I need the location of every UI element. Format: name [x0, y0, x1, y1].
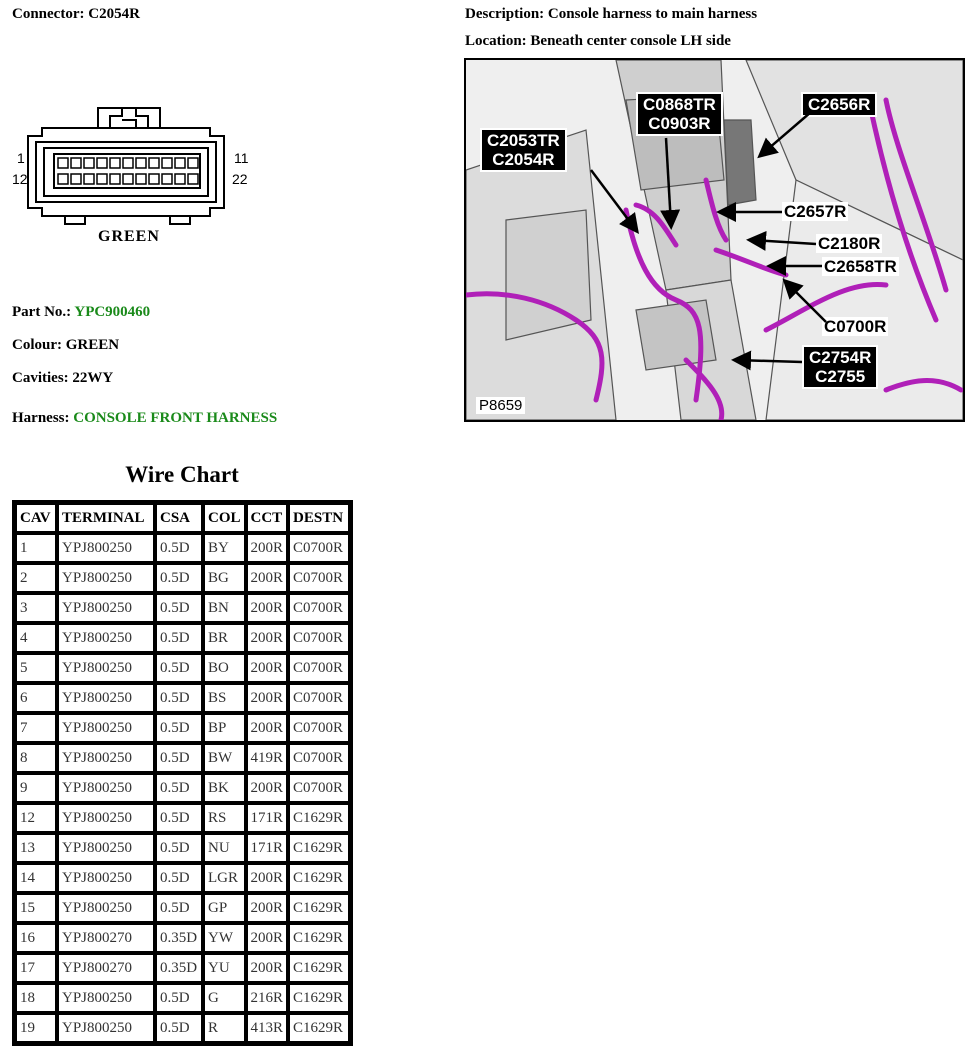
colour-line — [12, 337, 119, 354]
cell-csa: 0.5D — [155, 863, 203, 893]
part-number-label: Part No.: — [12, 304, 72, 320]
cavity-icon — [123, 158, 133, 168]
cell-col: RS — [203, 803, 246, 833]
cell-col: G — [203, 983, 246, 1013]
cavity-icon — [162, 158, 172, 168]
cell-cav: 8 — [15, 743, 57, 773]
harness-label: Harness: — [12, 410, 70, 426]
cell-cct: 171R — [246, 833, 289, 863]
callout-c0868tr-c0903r: C0868TR C0903R — [636, 92, 723, 136]
table-row — [15, 683, 350, 713]
cell-destn: C1629R — [288, 983, 350, 1013]
colour-value: GREEN — [65, 337, 120, 353]
cell-terminal: YPJ800250 — [57, 713, 155, 743]
cell-cav: 14 — [15, 863, 57, 893]
cell-destn: C0700R — [288, 623, 350, 653]
part-number-line — [12, 304, 150, 321]
wire-chart-title: Wire Chart — [125, 462, 239, 487]
cell-terminal: YPJ800270 — [57, 923, 155, 953]
cell-col: BW — [203, 743, 246, 773]
cavity-icon — [149, 158, 159, 168]
table-row — [15, 833, 350, 863]
cell-col: NU — [203, 833, 246, 863]
callout-c2657r: C2657R — [784, 202, 847, 221]
cell-destn: C1629R — [288, 833, 350, 863]
table-row — [15, 653, 350, 683]
cell-col: R — [203, 1013, 246, 1043]
cavity-icon — [110, 174, 120, 184]
cell-col: BY — [203, 533, 246, 563]
harness-link[interactable]: CONSOLE FRONT HARNESS — [73, 410, 278, 426]
cell-col: BP — [203, 713, 246, 743]
pin-label-1: 1 — [17, 150, 25, 166]
location-photo — [464, 58, 965, 422]
cell-cav: 19 — [15, 1013, 57, 1043]
location-line — [465, 33, 731, 50]
cavity-icon — [123, 174, 133, 184]
cell-cct: 200R — [246, 713, 289, 743]
description-label: Description: — [465, 6, 545, 22]
cell-cav: 6 — [15, 683, 57, 713]
cell-cct: 171R — [246, 803, 289, 833]
cell-destn: C0700R — [288, 533, 350, 563]
header-csa: CSA — [155, 503, 203, 533]
cell-col: BS — [203, 683, 246, 713]
cell-csa: 0.35D — [155, 923, 203, 953]
cell-destn: C0700R — [288, 683, 350, 713]
callout-c2053tr-c2054r: C2053TR C2054R — [480, 128, 567, 172]
cell-cct: 419R — [246, 743, 289, 773]
table-row — [15, 1013, 350, 1043]
header-col: COL — [203, 503, 246, 533]
cell-col: BG — [203, 563, 246, 593]
cell-cav: 2 — [15, 563, 57, 593]
cell-cct: 200R — [246, 653, 289, 683]
colour-label: Colour: — [12, 337, 62, 353]
cavities-line — [12, 370, 113, 387]
cell-cav: 15 — [15, 893, 57, 923]
connector-label: Connector: — [12, 6, 85, 22]
description-line — [465, 6, 757, 23]
photo-reference-id: P8659 — [476, 397, 525, 414]
cavity-icon — [71, 158, 81, 168]
table-row — [15, 533, 350, 563]
cavities-label: Cavities: — [12, 370, 69, 386]
cavity-icon — [175, 158, 185, 168]
cavity-icon — [58, 158, 68, 168]
cell-terminal: YPJ800250 — [57, 1013, 155, 1043]
table-row — [15, 953, 350, 983]
cavity-icon — [58, 174, 68, 184]
cell-cav: 17 — [15, 953, 57, 983]
cell-terminal: YPJ800250 — [57, 803, 155, 833]
callout-c2754r-c2755: C2754R C2755 — [802, 345, 878, 389]
header-cct: CCT — [246, 503, 289, 533]
cell-terminal: YPJ800250 — [57, 683, 155, 713]
cell-col: YW — [203, 923, 246, 953]
cell-terminal: YPJ800250 — [57, 983, 155, 1013]
callout-c2658tr: C2658TR — [824, 257, 897, 276]
pin-label-22: 22 — [232, 171, 248, 187]
cell-cct: 200R — [246, 863, 289, 893]
cell-cav: 5 — [15, 653, 57, 683]
cell-destn: C1629R — [288, 923, 350, 953]
cell-csa: 0.5D — [155, 593, 203, 623]
cell-col: GP — [203, 893, 246, 923]
cell-csa: 0.5D — [155, 893, 203, 923]
table-row — [15, 983, 350, 1013]
cell-csa: 0.5D — [155, 683, 203, 713]
cell-cct: 200R — [246, 593, 289, 623]
cell-cct: 216R — [246, 983, 289, 1013]
cell-terminal: YPJ800250 — [57, 563, 155, 593]
cell-csa: 0.5D — [155, 803, 203, 833]
cell-destn: C1629R — [288, 1013, 350, 1043]
cell-col: BO — [203, 653, 246, 683]
table-row — [15, 923, 350, 953]
cell-destn: C0700R — [288, 713, 350, 743]
callout-c2656r: C2656R — [801, 92, 877, 117]
cell-terminal: YPJ800250 — [57, 833, 155, 863]
cell-cav: 7 — [15, 713, 57, 743]
cell-csa: 0.35D — [155, 953, 203, 983]
cell-terminal: YPJ800250 — [57, 623, 155, 653]
wire-chart-table — [12, 500, 353, 1046]
cell-cav: 13 — [15, 833, 57, 863]
cell-terminal: YPJ800250 — [57, 533, 155, 563]
cell-cav: 16 — [15, 923, 57, 953]
cell-col: BR — [203, 623, 246, 653]
cell-cav: 3 — [15, 593, 57, 623]
cell-terminal: YPJ800250 — [57, 773, 155, 803]
cell-cct: 200R — [246, 623, 289, 653]
cell-csa: 0.5D — [155, 563, 203, 593]
cell-cct: 413R — [246, 1013, 289, 1043]
table-row — [15, 713, 350, 743]
cell-cct: 200R — [246, 893, 289, 923]
cell-terminal: YPJ800250 — [57, 743, 155, 773]
cell-destn: C0700R — [288, 773, 350, 803]
part-number-link[interactable]: YPC900460 — [74, 304, 151, 320]
cell-cct: 200R — [246, 563, 289, 593]
cell-cav: 18 — [15, 983, 57, 1013]
cavities-value: 22WY — [72, 370, 114, 386]
table-row — [15, 623, 350, 653]
connector-line — [12, 6, 140, 23]
cell-csa: 0.5D — [155, 623, 203, 653]
cell-cav: 1 — [15, 533, 57, 563]
pin-label-11: 11 — [234, 150, 249, 166]
cell-terminal: YPJ800270 — [57, 953, 155, 983]
table-row — [15, 593, 350, 623]
cell-csa: 0.5D — [155, 833, 203, 863]
cell-destn: C1629R — [288, 863, 350, 893]
cell-csa: 0.5D — [155, 773, 203, 803]
cavity-icon — [84, 174, 94, 184]
cavity-icon — [162, 174, 172, 184]
cell-cav: 4 — [15, 623, 57, 653]
cell-cav: 12 — [15, 803, 57, 833]
cell-col: YU — [203, 953, 246, 983]
wire-chart-header-row — [15, 503, 350, 533]
cavity-icon — [97, 158, 107, 168]
connector-face-diagram — [10, 98, 260, 250]
connector-id: C2054R — [88, 6, 140, 22]
cell-csa: 0.5D — [155, 743, 203, 773]
cell-terminal: YPJ800250 — [57, 653, 155, 683]
cell-destn: C0700R — [288, 653, 350, 683]
cavity-icon — [188, 174, 198, 184]
location-value: Beneath center console LH side — [530, 33, 731, 49]
cell-cct: 200R — [246, 683, 289, 713]
table-row — [15, 773, 350, 803]
cavity-icon — [71, 174, 81, 184]
cell-destn: C1629R — [288, 953, 350, 983]
connector-colour-label: GREEN — [98, 228, 160, 245]
table-row — [15, 893, 350, 923]
cell-csa: 0.5D — [155, 533, 203, 563]
cell-cct: 200R — [246, 533, 289, 563]
callout-c0700r: C0700R — [824, 317, 887, 336]
cavity-icon — [188, 158, 198, 168]
cell-cct: 200R — [246, 953, 289, 983]
cavity-icon — [175, 174, 185, 184]
cell-destn: C1629R — [288, 803, 350, 833]
cell-col: BK — [203, 773, 246, 803]
table-row — [15, 743, 350, 773]
header-cav: CAV — [15, 503, 57, 533]
cavity-icon — [97, 174, 107, 184]
cell-destn: C1629R — [288, 893, 350, 923]
header-destn: DESTN — [288, 503, 350, 533]
pin-label-12: 12 — [12, 171, 28, 187]
table-row — [15, 863, 350, 893]
cell-destn: C0700R — [288, 743, 350, 773]
cell-col: LGR — [203, 863, 246, 893]
cavity-icon — [84, 158, 94, 168]
cell-destn: C0700R — [288, 563, 350, 593]
cell-cav: 9 — [15, 773, 57, 803]
cavity-icon — [136, 174, 146, 184]
table-row — [15, 563, 350, 593]
cavity-icon — [136, 158, 146, 168]
cell-cct: 200R — [246, 923, 289, 953]
cell-col: BN — [203, 593, 246, 623]
cell-destn: C0700R — [288, 593, 350, 623]
cell-terminal: YPJ800250 — [57, 593, 155, 623]
location-label: Location: — [465, 33, 527, 49]
harness-line — [12, 410, 277, 427]
cell-cct: 200R — [246, 773, 289, 803]
cell-csa: 0.5D — [155, 1013, 203, 1043]
cavity-icon — [149, 174, 159, 184]
cell-csa: 0.5D — [155, 713, 203, 743]
cell-terminal: YPJ800250 — [57, 863, 155, 893]
table-row — [15, 803, 350, 833]
callout-c2180r: C2180R — [818, 234, 881, 253]
cell-csa: 0.5D — [155, 653, 203, 683]
cell-csa: 0.5D — [155, 983, 203, 1013]
description-value: Console harness to main harness — [547, 6, 758, 22]
cavity-icon — [110, 158, 120, 168]
cell-terminal: YPJ800250 — [57, 893, 155, 923]
header-terminal: TERMINAL — [57, 503, 155, 533]
